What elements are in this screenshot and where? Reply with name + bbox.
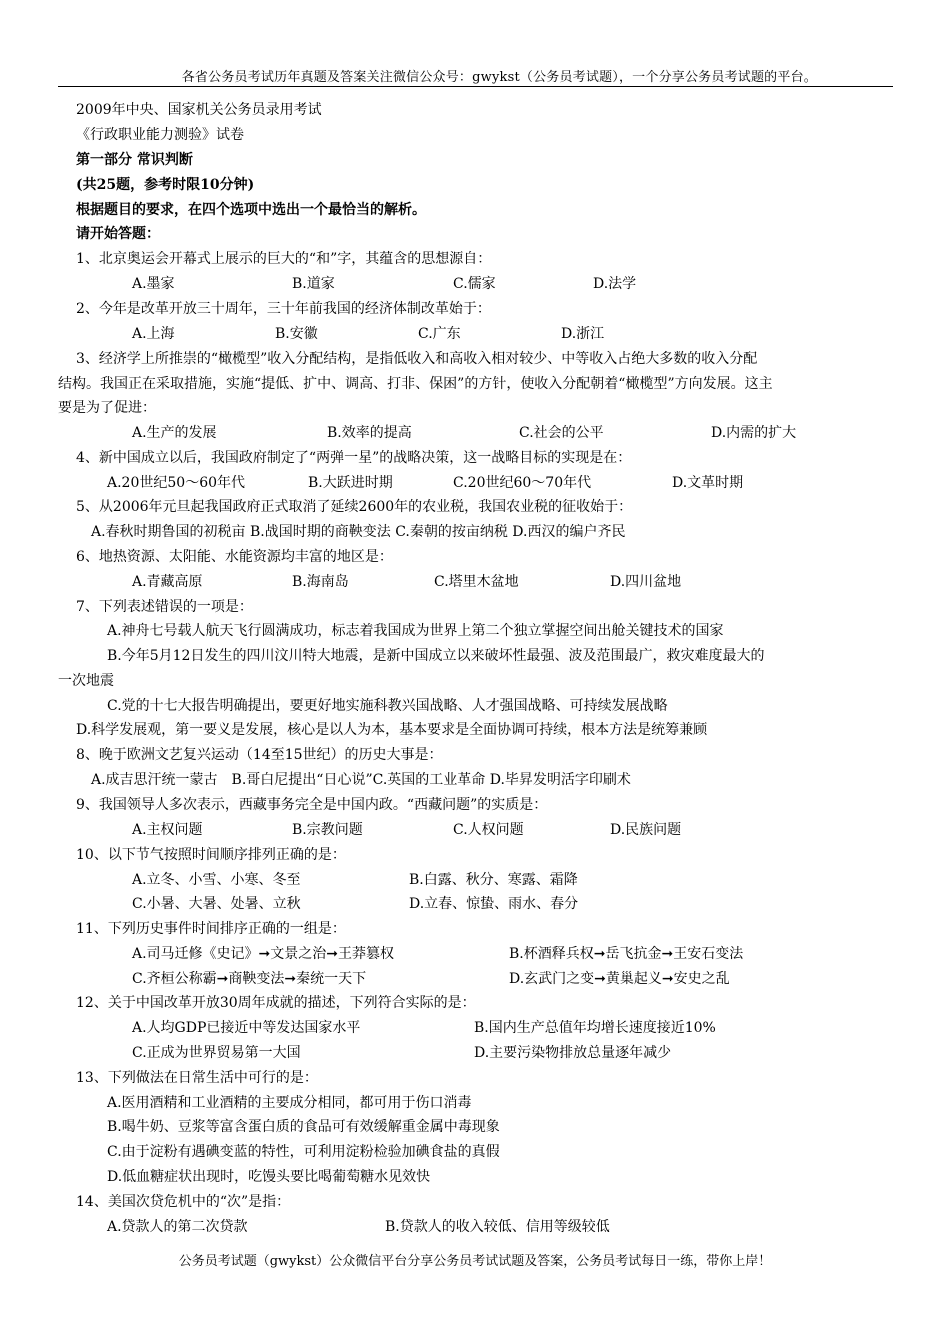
exam-subtitle: 《行政职业能力测验》试卷 [76,127,244,143]
option-c: C.小暑、大暑、处暑、立秋 [132,896,301,912]
option-d: D.法学 [593,276,637,292]
option-c: C.齐桓公称霸➞商鞅变法➞秦统一天下 [132,971,367,987]
option-c: C.正成为世界贸易第一大国 [132,1045,301,1061]
question-stem: 5、从2006年元旦起我国政府正式取消了延续2600年的农业税，我国农业税的征收始于： [76,499,633,515]
option-a: A.主权问题 [132,822,203,838]
question-stem: 7、下列表述错误的一项是： [76,599,253,615]
option-a: A.墨家 [132,276,175,292]
question-stem: 10、以下节气按照时间顺序排列正确的是： [76,847,346,863]
option-d: D.低血糖症状出现时，吃馒头要比喝葡萄糖水见效快 [107,1169,431,1185]
option-a: A.神舟七号载人航天飞行圆满成功，标志着我国成为世界上第二个独立掌握空间出舱关键技术的国家 [107,623,724,639]
option-c: C.广东 [418,326,461,342]
question-stem-cont: 要是为了促进： [58,400,156,416]
option-d: D.主要污染物排放总量逐年减少 [474,1045,672,1061]
option-b-cont: 一次地震 [58,673,114,689]
option-b: B.白露、秋分、寒露、霜降 [409,872,578,888]
page-footer: 公务员考试题（gwykst）公众微信平台分享公务员考试试题及答案，公务员考试每日一练，带你上岸！ [178,1254,772,1269]
start-prompt: 请开始答题： [76,226,160,242]
question-stem: 2、今年是改革开放三十周年，三十年前我国的经济体制改革始于： [76,301,491,317]
option-a: A.立冬、小雪、小寒、冬至 [132,872,301,888]
instruction: 根据题目的要求，在四个选项中选出一个最恰当的解析。 [76,202,426,218]
question-stem: 6、地热资源、太阳能、水能资源均丰富的地区是： [76,549,393,565]
question-stem: 13、下列做法在日常生活中可行的是： [76,1070,318,1086]
question-stem-cont: 结构。我国正在采取措施，实施“提低、扩中、调高、打非、保困”的方针，使收入分配朝着“橄榄型”方向发展。这主 [58,376,773,392]
option-b: B.海南岛 [292,574,349,590]
part-heading: 第一部分 常识判断 [76,152,193,168]
question-stem: 14、美国次贷危机中的“次”是指： [76,1194,291,1210]
question-stem: 1、北京奥运会开幕式上展示的巨大的“和”字，其蕴含的思想源自： [76,251,492,267]
question-stem: 11、下列历史事件时间排序正确的一组是： [76,921,346,937]
option-b: B.喝牛奶、豆浆等富含蛋白质的食品可有效缓解重金属中毒现象 [107,1119,500,1135]
option-a: A.医用酒精和工业酒精的主要成分相同，都可用于伤口消毒 [107,1095,472,1111]
option-c: C.党的十七大报告明确提出，要更好地实施科教兴国战略、人才强国战略、可持续发展战略 [107,698,668,714]
option-d: D.文革时期 [672,475,744,491]
option-d: D.民族问题 [610,822,682,838]
options-inline: A.春秋时期鲁国的初税亩 B.战国时期的商鞅变法 C.秦朝的按亩纳税 D.西汉的编户齐民 [91,524,626,540]
option-c: C.儒家 [453,276,496,292]
option-d: D.玄武门之变➞黄巢起义➞安史之乱 [509,971,730,987]
option-b: B.杯酒释兵权➞岳飞抗金➞王安石变法 [509,946,744,962]
option-d: D.四川盆地 [610,574,682,590]
option-a: A.20世纪50～60年代 [107,475,246,491]
option-b: B.安徽 [275,326,318,342]
option-c: C.社会的公平 [519,425,604,441]
question-stem: 3、经济学上所推崇的“橄榄型”收入分配结构，是指低收入和高收入相对较少、中等收入占绝大多数的收入分配 [76,351,758,367]
question-stem: 9、我国领导人多次表示，西藏事务完全是中国内政。“西藏问题”的实质是： [76,797,548,813]
option-b: B.效率的提高 [327,425,412,441]
option-d: D.科学发展观，第一要义是发展，核心是以人为本，基本要求是全面协调可持续，根本方法是统筹兼顾 [76,722,708,738]
option-d: D.立春、惊蛰、雨水、春分 [409,896,579,912]
option-a: A.生产的发展 [132,425,217,441]
option-a: A.青藏高原 [132,574,203,590]
option-d: D.内需的扩大 [711,425,797,441]
question-stem: 12、关于中国改革开放30周年成就的描述，下列符合实际的是： [76,995,476,1011]
option-c: C.由于淀粉有遇碘变蓝的特性，可利用淀粉检验加碘食盐的真假 [107,1144,500,1160]
question-stem: 8、晚于欧洲文艺复兴运动（14至15世纪）的历史大事是： [76,747,443,763]
option-b: B.今年5月12日发生的四川汶川特大地震，是新中国成立以来破坏性最强、波及范围最广，救灾难度最大的 [107,648,765,664]
options-inline: A.成吉思汗统一蒙古 B.哥白尼提出“日心说”C.英国的工业革命 D.毕昇发明活字印刷术 [91,772,631,788]
option-a: A.司马迁修《史记》➞文景之治➞王莽篡权 [132,946,395,962]
option-a: A.上海 [132,326,175,342]
option-b: B.贷款人的收入较低、信用等级较低 [385,1219,610,1235]
option-a: A.人均GDP已接近中等发达国家水平 [132,1020,361,1036]
option-b: B.大跃进时期 [308,475,393,491]
page-header: 各省公务员考试历年真题及答案关注微信公众号：gwykst（公务员考试题），一个分享公务员考试题的平台。 [181,70,817,85]
exam-title: 2009年中央、国家机关公务员录用考试 [76,102,322,118]
option-b: B.道家 [292,276,335,292]
option-c: C.塔里木盆地 [434,574,519,590]
option-b: B.宗教问题 [292,822,363,838]
header-divider [58,86,893,87]
time-limit: (共25题，参考时限10分钟) [76,177,255,193]
option-d: D.浙江 [561,326,605,342]
option-b: B.国内生产总值年均增长速度接近10% [474,1020,716,1036]
option-c: C.20世纪60～70年代 [453,475,592,491]
question-stem: 4、新中国成立以后，我国政府制定了“两弹一星”的战略决策，这一战略目标的实现是在： [76,450,632,466]
option-a: A.贷款人的第二次贷款 [107,1219,248,1235]
option-c: C.人权问题 [453,822,524,838]
